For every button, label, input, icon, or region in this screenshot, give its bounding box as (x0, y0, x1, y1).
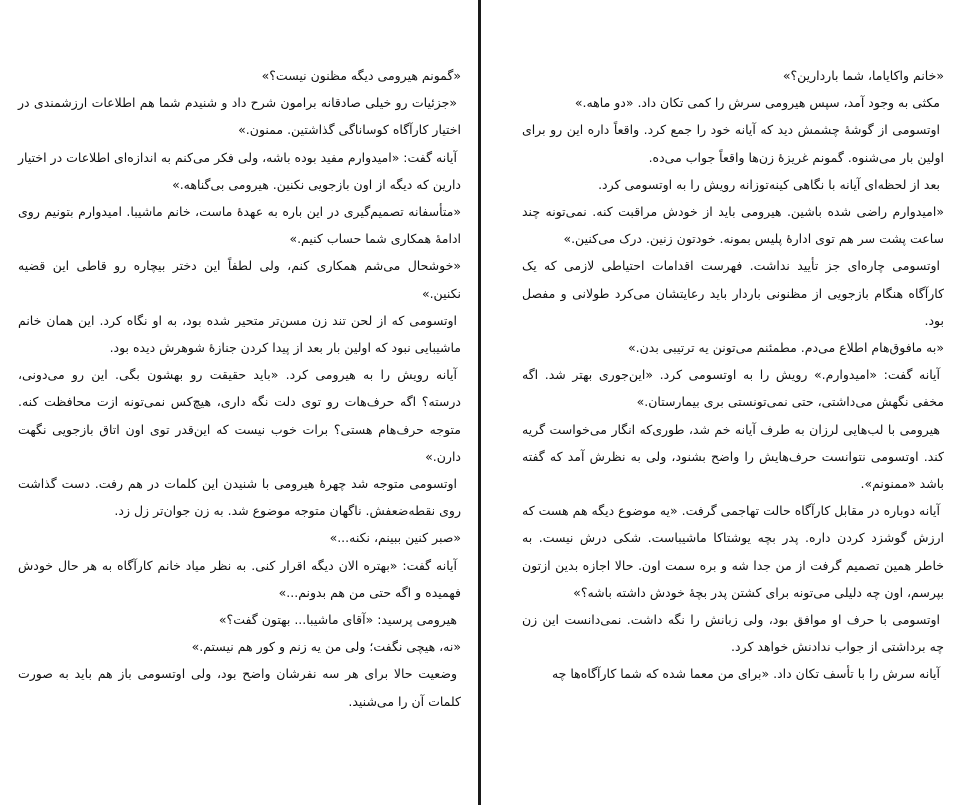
paragraph: «خانم واکایاما، شما باردارین؟» (782, 68, 944, 83)
paragraph: هیرومی پرسید: «آقای ماشیبا... بهتون گفت؟» (218, 612, 457, 628)
paragraph: اوتسومی از گوشهٔ چشمش دید که آیانه خود را جمع کرد. واقعاً داره این رو برای اولین بار می‌شنوه. گمونم غریزهٔ زن‌ها واقعاً جواب می‌ده. (522, 122, 944, 165)
paragraph: «به مافوق‌هام اطلاع می‌دم. مطمئنم می‌تونن یه ترتیبی بدن.» (627, 340, 944, 356)
paragraph: اوتسومی چاره‌ای جز تأیید نداشت. فهرست اقدامات احتیاطی لازمی که یک کارآگاه هنگام بازجویی از مظنونی باردار باید رعایتشان می‌کرد طولانی و مفصل بود. (522, 258, 944, 328)
paragraph: «گمونم هیرومی دیگه مظنون نیست؟» (261, 68, 461, 83)
paragraph: «امیدوارم راضی شده باشین. هیرومی باید از خودش مراقبت کنه. نمی‌تونه چند ساعت پشت سر هم توی ادارهٔ پلیس بمونه. خودتون زنین. درک می‌کنین.» (522, 204, 944, 247)
left-page (18, 62, 461, 782)
paragraph: «متأسفانه تصمیم‌گیری در این باره به عهدهٔ ماست، خانم ماشیبا. امیدوارم بتونیم روی ادامهٔ همکاری شما حساب کنیم.» (18, 204, 461, 247)
paragraph: «خوشحال می‌شم همکاری کنم، ولی لطفاً این دختر بیچاره رو قاطی این قضیه نکنین.» (18, 258, 461, 301)
paragraph: آیانه گفت: «بهتره الان دیگه اقرار کنی. به نظر میاد خانم کارآگاه به هر حال خودش فهمیده و اگه حتی من هم بدونم...» (18, 557, 461, 600)
paragraph: آیانه گفت: «امیدوارم مفید بوده باشه، ولی فکر می‌کنم به اندازه‌ای اطلاعات در اختیار دارین که دیگه از اون بازجویی نکنین. هیرومی بی‌گناهه.» (17, 149, 461, 192)
paragraph: آیانه دوباره در مقابل کارآگاه حالت تهاجمی گرفت. «یه موضوع دیگه هم هست که ارزش گوشزد کردن داره. پدر بچه یوشتاکا ماشیباست. شکی درش نیست. به خاطر همین تصمیم گرفت از من جدا شه و بره سمت اون. حالا اجازه بدین ازتون بپرسم، اون چه دلیلی می‌تونه برای کشتن پدر بچهٔ خودش داشته باشه؟» (522, 503, 944, 600)
paragraph: اوتسومی با حرف او موافق بود، ولی زبانش را نگه داشت. نمی‌دانست این زن چه برداشتی از جواب ندادنش خواهد کرد. (522, 612, 944, 655)
paragraph: «صبر کنین ببینم، نکنه...» (329, 530, 461, 546)
paragraph: «جزئیات رو خیلی صادقانه برامون شرح داد و شنیدم شما هم اطلاعات ارزشمندی در اختیار کارآگاه کوساناگی گذاشتین. ممنون.» (18, 95, 461, 138)
paragraph: اوتسومی که از لحن تند زن مسن‌تر متحیر شده بود، به او نگاه کرد. این همان خانم ماشیبایی نبود که اولین بار بعد از پیدا کردن جنازهٔ شوهرش دیده بود. (18, 312, 461, 356)
paragraph: بعد از لحظه‌ای آیانه با نگاهی کینه‌توزانه رویش را به اوتسومی کرد. (598, 176, 940, 192)
paragraph: اوتسومی متوجه شد چهرهٔ هیرومی با شنیدن این کلمات در هم رفت. دست گذاشت روی نقطه‌ضعفش. ناگهان متوجه موضوع شد. به زن جوان‌تر زل زد. (18, 476, 461, 519)
paragraph: «نه، هیچی نگفت؛ ولی من یه زنم و کور هم نیستم.» (191, 639, 461, 655)
paragraph: هیرومی با لب‌هایی لرزان به طرف آیانه خم شد، طوری‌که انگار می‌خواست گریه کند. اوتسومی نتوانست حرف‌هایش را واضح بشنود، ولی به نظرش آمد که گفته باشد «ممنونم». (522, 421, 944, 492)
paragraph: آیانه رویش را به هیرومی کرد. «باید حقیقت رو بهشون بگی. این رو می‌دونی، درسته؟ اگه حرف‌هات رو توی دلت نگه داری، هیچ‌کس نمی‌تونه ازت محافظت کنه. متوجه حرف‌هام هستی؟ برات خوب نیست که این‌قدر توی اون اتاق بازجویی نگهت دارن.» (18, 367, 461, 464)
paragraph: آیانه سرش را با تأسف تکان داد. «برای من معما شده که شما کارآگاه‌ها چه (551, 666, 940, 682)
book-spine-divider (478, 0, 481, 805)
paragraph: وضعیت حالا برای هر سه نفرشان واضح بود، ولی اوتسومی باز هم باید به صورت کلمات آن را می‌شنید. (18, 666, 461, 709)
paragraph: مکثی به وجود آمد، سپس هیرومی سرش را کمی تکان داد. «دو ماهه.» (574, 95, 940, 111)
right-page (522, 62, 944, 782)
paragraph: آیانه گفت: «امیدوارم.» رویش را به اوتسومی کرد. «این‌جوری بهتر شد. اگه مخفی نگهش می‌داشتی، حتی نمی‌تونستی بری بیمارستان.» (522, 367, 944, 410)
